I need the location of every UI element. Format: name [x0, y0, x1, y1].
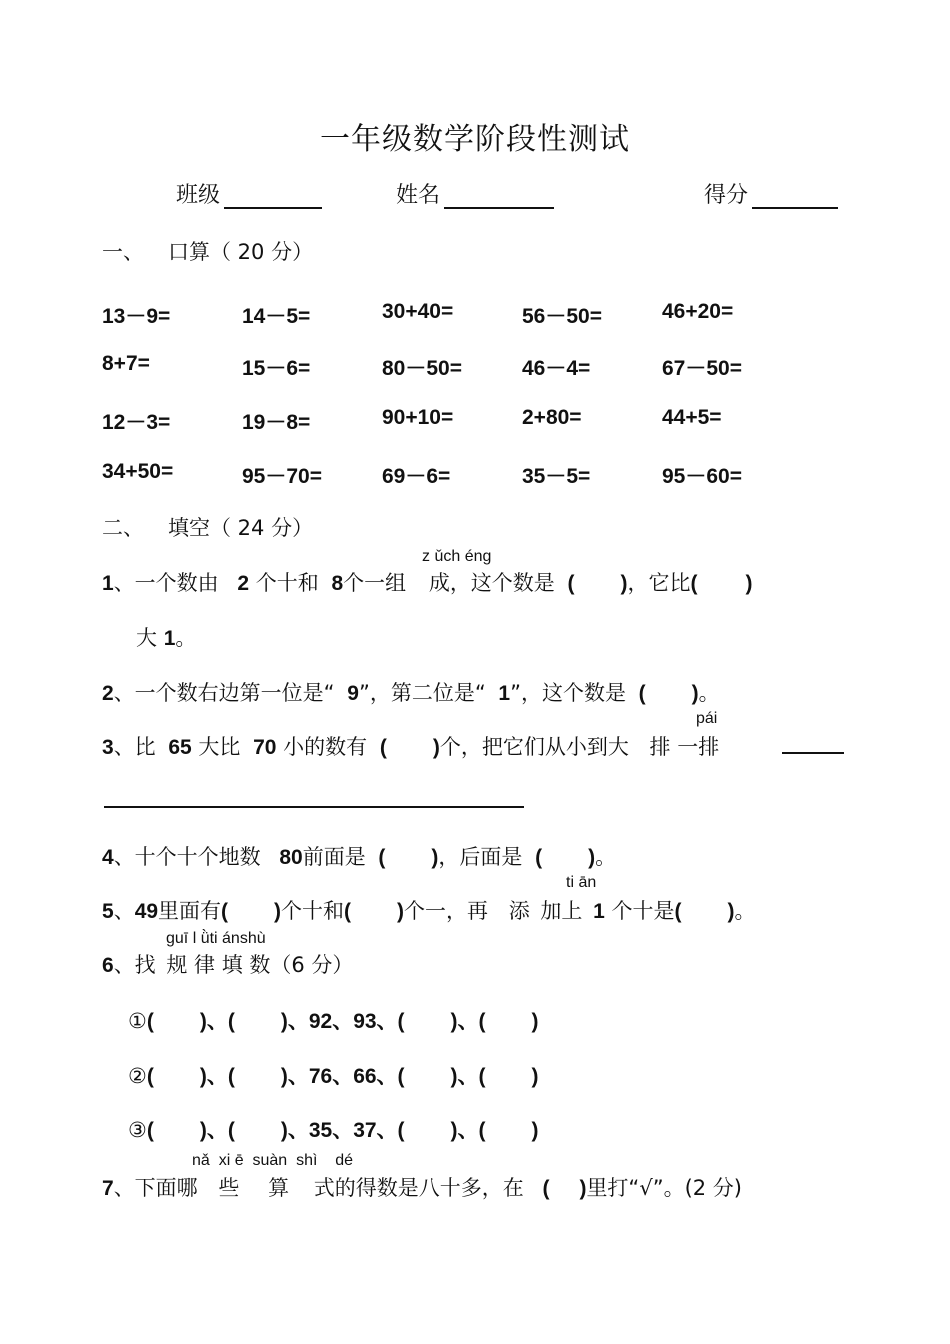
calc-item: 2+80=	[522, 406, 582, 429]
calc-item: 67－50=	[662, 357, 742, 380]
class-blank[interactable]	[224, 187, 322, 209]
calc-item: 95－60=	[662, 465, 742, 488]
calc-item: 35－5=	[522, 465, 591, 488]
q3-pinyin: pái	[696, 710, 718, 727]
q6-row-3: ③( )、( )、35、37、( )、( )	[128, 1118, 539, 1142]
q5-pinyin: ti ān	[566, 874, 597, 891]
calc-item: 44+5=	[662, 406, 722, 429]
q4-line: 4、十个十个地数 80前面是 ( )，后面是 ( )。	[102, 845, 617, 869]
section1-number: 一、	[102, 240, 144, 264]
q2-line: 2、一个数右边第一位是“ 9”，第二位是“ 1”，这个数是 ( )。	[102, 681, 720, 705]
section2-label: 填空（ 24 分）	[168, 516, 314, 540]
calc-item: 56－50=	[522, 305, 602, 328]
calc-item: 95－70=	[242, 465, 322, 488]
q1-line2: 大 1。	[136, 626, 197, 650]
q3-answer-line[interactable]	[104, 806, 524, 808]
q6-row-2: ②( )、( )、76、66、( )、( )	[128, 1064, 539, 1088]
score-blank[interactable]	[752, 187, 838, 209]
calc-item: 12－3=	[102, 411, 171, 434]
class-label: 班级	[176, 183, 221, 208]
section1-label: 口算（ 20 分）	[168, 240, 314, 264]
name-blank[interactable]	[444, 187, 554, 209]
calc-item: 8+7=	[102, 352, 150, 375]
q3-line: 3、比 65 大比 70 小的数有 ( )个，把它们从小到大 排 一排	[102, 735, 720, 759]
calc-item: 69－6=	[382, 465, 451, 488]
q6-pinyin: guī l ǜti ánshù	[166, 930, 266, 947]
q7-pinyin: nǎ xi ē suàn shì dé	[192, 1152, 353, 1169]
q3-answer-line-end[interactable]	[782, 752, 844, 754]
calc-item: 15－6=	[242, 357, 311, 380]
q6-row-1: ①( )、( )、92、93、( )、( )	[128, 1009, 539, 1033]
section2-number: 二、	[102, 516, 144, 540]
q7-line: 7、下面哪 些 算 式的得数是八十多，在 ( )里打“√”。(2 分)	[102, 1176, 742, 1200]
calc-item: 19－8=	[242, 411, 311, 434]
page-title: 一年级数学阶段性测试	[320, 122, 630, 157]
calc-item: 30+40=	[382, 300, 454, 323]
calc-item: 13－9=	[102, 305, 171, 328]
calc-item: 46－4=	[522, 357, 591, 380]
name-label: 姓名	[396, 183, 441, 208]
class-field	[176, 178, 322, 209]
score-label: 得分	[704, 183, 749, 208]
calc-item: 14－5=	[242, 305, 311, 328]
calc-item: 80－50=	[382, 357, 462, 380]
q1-pinyin: z ǔch éng	[422, 548, 492, 565]
q5-line: 5、49里面有( )个十和( )个一，再 添 加上 1 个十是( )。	[102, 899, 756, 923]
q1-line1: 1、一个数由 2 个十和 8个一组 成，这个数是 ( )，它比( )	[102, 571, 753, 595]
calc-item: 34+50=	[102, 460, 174, 483]
calc-item: 46+20=	[662, 300, 734, 323]
q6-line: 6、找 规 律 填 数（6 分）	[102, 953, 354, 977]
score-field	[704, 178, 838, 209]
name-field	[396, 178, 554, 209]
calc-item: 90+10=	[382, 406, 454, 429]
